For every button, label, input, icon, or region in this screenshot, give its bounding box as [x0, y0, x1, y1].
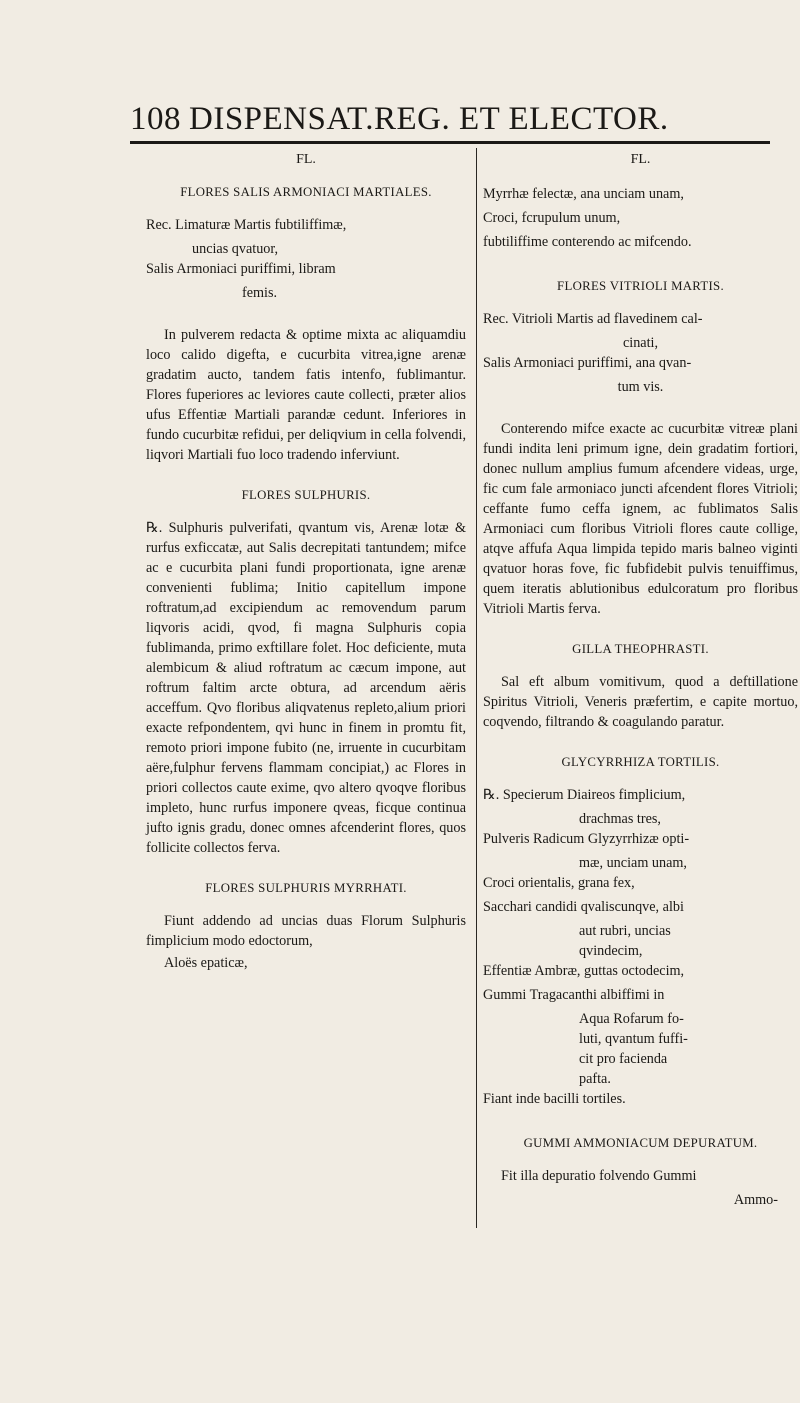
recipe-line: femis. [242, 285, 278, 301]
recipe-line: luti, qvantum fuffi- [579, 1031, 688, 1047]
heading-glycyrrhiza: GLYCYRRHIZA TORTILIS. [561, 755, 720, 769]
catchword: Ammo- [733, 1192, 778, 1208]
recipe-line: Myrrhæ felectæ, ana unciam unam, [483, 186, 684, 202]
heading-flores-sulphuris: FLORES SULPHURIS. [241, 488, 371, 502]
paragraph-gilla: Sal eft album vomitivum, quod a deftillatione Spiritus Vitrioli, Veneris præfertim, e capite mortuo, coqvendo, filtrando & coagulando paratur. [483, 674, 798, 730]
recipe-line: Pulveris Radicum Glyzyrrhizæ opti- [483, 831, 690, 847]
recipe-line: Sacchari candidi qvaliscunqve, albi [483, 899, 684, 915]
recipe-line: Croci orientalis, grana fex, [483, 875, 635, 891]
recipe-line: fubtiliffime conterendo ac mifcendo. [483, 234, 692, 250]
recipe-line: Rec. Vitrioli Martis ad flavedinem cal- [483, 311, 703, 327]
right-column [483, 150, 798, 1214]
recipe-line: Aqua Rofarum fo- [579, 1011, 684, 1027]
heading-gilla: GILLA THEOPHRASTI. [572, 642, 709, 656]
paragraph-flores-sulphuris: ℞. Sulphuris pulverifati, qvantum vis, Arenæ lotæ & rurfus exficcatæ, aut Salis decrepitati tantundem; mifce ac e cucurbita plani fundi proportionata, igne arenæ convenienti fublima; Initio capitellum impone roftratum,ad excipiendum ac removendum parum liqvoris acidi, qvod, fi magna Sulphuris copia fublimanda, primo exftillare folet. Hoc deficiente, muta alembicum & aliud roftratum ac cæcum impone, aut roftrum faltim arcte obtura, ad arcendum aëris acceffum. Qvo floribus aliqvatenus repleto,alium priori exacte refpondentem, qvi hunc in finem in promtu fit, remoto priori impone fubito (ne, irruente in cucurbitam aëre,fulphur fervens flammam concipiat,) ac Flores in priori collectos caute exime, qvo altero qvoqve floribus impleto, hunc rurfus imponere qveas, ficque continua jufto ignis gradu, donec omnes afcenderint flores, quos follicite collectos ferva. [146, 520, 466, 856]
recipe-line: cit pro facienda [579, 1051, 668, 1067]
paragraph-flores-vitrioli: Conterendo mifce exacte ac cucurbitæ vitreæ plani fundi indita leni primum igne, dein gradatim fortiori, donec nullum amplius fumum afcendere videas, urge, fic cum fale armoniaco juncti afcendent flores Vitrioli; ceffante fumo ceffa ignem, ac fublimatos Salis Armoniaci cum floribus Vitrioli flores caute collige, atqve affufa Aqua limpida tepido maris balneo viginti qvatuor horas fove, fic fubfidebit pulvis tenuiffimus, quem iteratis ablutionibus edulcoratum pro floribus Vitrioli Martis ferva. [483, 421, 798, 617]
recipe-line: qvindecim, [579, 943, 643, 959]
heading-flores-salis: FLORES SALIS ARMONIACI MARTIALES. [180, 185, 432, 199]
recipe-line: Rec. Limaturæ Martis fubtiliffimæ, [146, 217, 347, 233]
recipe-line: Fiant inde bacilli tortiles. [483, 1091, 626, 1107]
recipe-line: Croci, fcrupulum unum, [483, 210, 621, 226]
page-number: 108 [130, 101, 181, 137]
paragraph-gummi: Fit illa depuratio folvendo Gummi [501, 1168, 697, 1184]
recipe-line: pafta. [579, 1071, 611, 1087]
paragraph-flores-myrrhati: Fiunt addendo ad uncias duas Florum Sulphuris fimplicium modo edoctorum, [146, 913, 466, 949]
heading-flores-myrrhati: FLORES SULPHURIS MYRRHATI. [205, 881, 407, 895]
recipe-line: mæ, unciam unam, [579, 855, 687, 871]
running-title: DISPENSAT.REG. ET ELECTOR. [189, 101, 669, 137]
head-rule [130, 141, 770, 144]
recipe-line: drachmas tres, [579, 811, 661, 827]
recipe-line: Salis Armoniaci puriffimi, ana qvan- [483, 355, 692, 371]
column-head-left: FL. [296, 152, 316, 167]
recipe-line: aut rubri, uncias [579, 923, 671, 939]
recipe-line: Aloës epaticæ, [164, 955, 248, 971]
recipe-line: tum vis. [617, 379, 664, 395]
running-head [130, 96, 770, 142]
heading-flores-vitrioli: FLORES VITRIOLI MARTIS. [557, 279, 724, 293]
column-divider [476, 148, 477, 1228]
column-head-right: FL. [630, 152, 651, 167]
recipe-line: Salis Armoniaci puriffimi, libram [146, 261, 336, 277]
heading-gummi: GUMMI AMMONIACUM DEPURATUM. [523, 1136, 758, 1150]
recipe-line: Gummi Tragacanthi albiffimi in [483, 987, 665, 1003]
recipe-line: uncias qvatuor, [192, 241, 279, 257]
recipe-line: Effentiæ Ambræ, guttas octodecim, [483, 963, 685, 979]
recipe-line: ℞. Specierum Diaireos fimplicium, [483, 787, 686, 803]
left-column [146, 150, 466, 977]
paragraph-flores-salis: In pulverem redacta & optime mixta ac aliquamdiu loco calido digefta, e cucurbita vitrea,igne arenæ gradatim aucto, tandem fatis intenfo, fublimantur. Flores fuperiores ac leviores caute collecti, præter alios ufus Effentiæ Martiali parandæ cedunt. Inferiores in fundo cucurbitæ refidui, per deliqvium in cella folvendi, liqvori Martiali fuo loco tradendo inferviunt. [146, 327, 466, 463]
recipe-line: cinati, [622, 335, 659, 351]
